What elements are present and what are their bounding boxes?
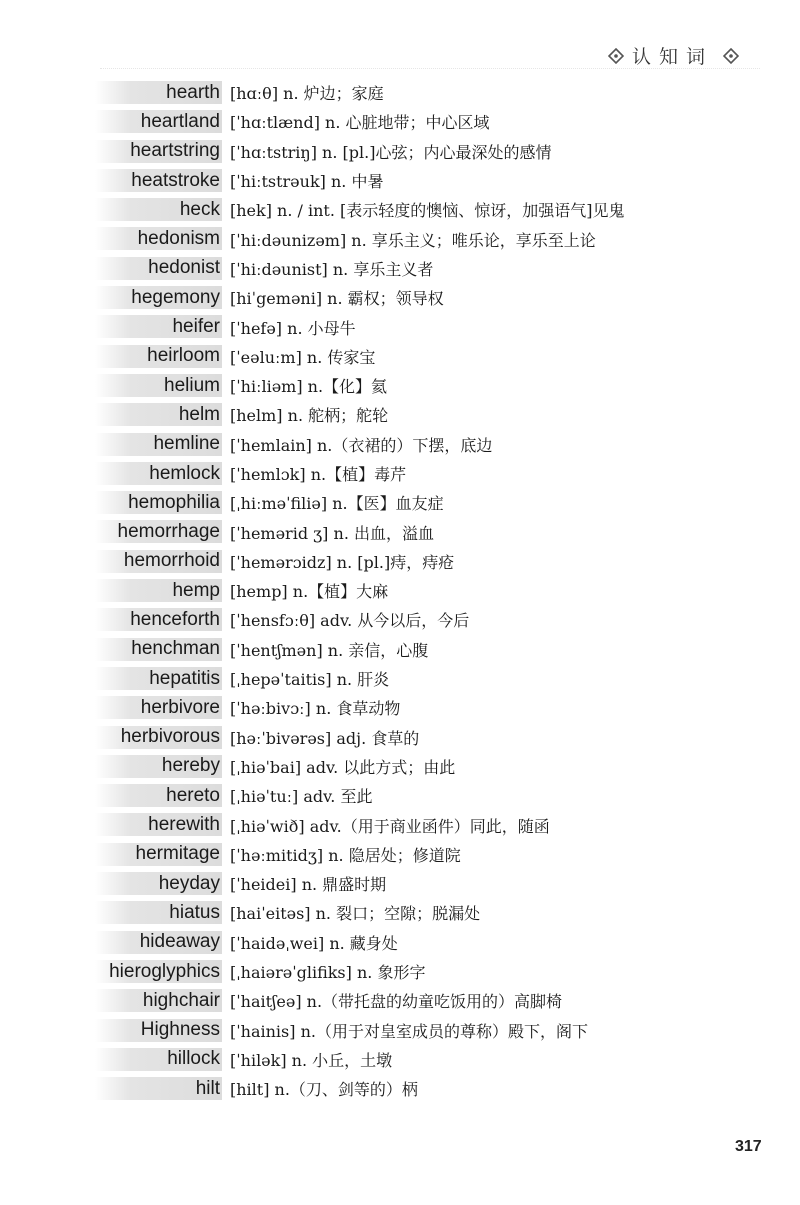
- headword: hegemony: [131, 286, 220, 308]
- list-item: [0, 371, 800, 400]
- headword: hillock: [167, 1048, 220, 1070]
- definition: [ˈeəluːm] n. 传家宝: [230, 347, 376, 367]
- definition: [ˌhiːməˈfiliə] n.【医】血友症: [230, 494, 444, 514]
- list-item: [0, 781, 800, 810]
- list-item: [0, 430, 800, 459]
- list-item: [0, 635, 800, 664]
- definition: [ˌhiəˈtuː] adv. 至此: [230, 787, 373, 807]
- list-item: [0, 986, 800, 1015]
- list-item: [0, 1016, 800, 1045]
- definition: [ˈhemərɔidz] n. [pl.]痔，痔疮: [230, 552, 455, 572]
- list-item: [0, 605, 800, 634]
- headword: Highness: [140, 1019, 220, 1041]
- list-item: [0, 224, 800, 253]
- headword: helium: [164, 374, 220, 396]
- definition: [ˈhentʃmən] n. 亲信，心腹: [230, 640, 429, 660]
- headword: highchair: [142, 989, 220, 1011]
- list-item: [0, 723, 800, 752]
- page-number: 317: [735, 1138, 762, 1155]
- definition: [ˈhaitʃeə] n.（带托盘的幼童吃饭用的）高脚椅: [230, 992, 563, 1012]
- list-item: [0, 166, 800, 195]
- headword: heartstring: [130, 140, 220, 162]
- definition: [ˈhefə] n. 小母牛: [230, 318, 356, 338]
- list-item: [0, 312, 800, 341]
- definition: [haiˈeitəs] n. 裂口；空隙；脱漏处: [230, 904, 481, 924]
- list-item: [0, 898, 800, 927]
- headword: henchman: [131, 638, 220, 660]
- definition: [ˌhiəˈwið] adv.（用于商业函件）同此，随函: [230, 816, 550, 836]
- list-item: [0, 1074, 800, 1103]
- list-item: [0, 107, 800, 136]
- list-item: [0, 254, 800, 283]
- entry-list: [0, 78, 800, 1103]
- section-title: 认知词: [632, 45, 714, 68]
- definition: [ˈhiːtstrəuk] n. 中暑: [230, 172, 384, 192]
- headword: herewith: [148, 814, 220, 836]
- headword: herbivorous: [120, 726, 220, 748]
- definition: [ˈhemlain] n.（衣裙的）下摆，底边: [230, 435, 493, 455]
- list-item: [0, 517, 800, 546]
- list-item: [0, 1045, 800, 1074]
- list-item: [0, 283, 800, 312]
- list-item: [0, 400, 800, 429]
- list-item: [0, 576, 800, 605]
- headword: hedonism: [137, 228, 220, 250]
- list-item: [0, 928, 800, 957]
- definition: [ˈhiːliəm] n.【化】氦: [230, 377, 388, 397]
- definition: [ˌhaiərəˈglifiks] n. 象形字: [230, 963, 426, 983]
- list-item: [0, 664, 800, 693]
- definition: [ˈhemərid ʒ] n. 出血，溢血: [230, 523, 434, 543]
- headword: heck: [179, 198, 220, 220]
- definition: [hek] n. / int. [表示轻度的懊恼、惊讶，加强语气]见鬼: [230, 201, 625, 221]
- headword: hemp: [172, 579, 220, 601]
- definition: [ˈheidei] n. 鼎盛时期: [230, 875, 387, 895]
- definition: [helm] n. 舵柄；舵轮: [230, 406, 389, 426]
- definition: [həːˈbivərəs] adj. 食草的: [230, 728, 420, 748]
- definition: [hɑːθ] n. 炉边；家庭: [230, 84, 384, 104]
- list-item: [0, 342, 800, 371]
- headword: heyday: [158, 872, 220, 894]
- header-divider: [100, 68, 760, 69]
- definition: [ˈhainis] n.（用于对皇室成员的尊称）殿下，阁下: [230, 1021, 588, 1041]
- definition: [ˈhəːmitidʒ] n. 隐居处；修道院: [230, 845, 461, 865]
- definition: [ˈhiːdəunist] n. 享乐主义者: [230, 259, 434, 279]
- definition: [ˈhiːdəunizəm] n. 享乐主义；唯乐论，享乐至上论: [230, 230, 596, 250]
- list-item: [0, 547, 800, 576]
- headword: hilt: [195, 1077, 220, 1099]
- list-item: [0, 840, 800, 869]
- definition: [hiˈgeməni] n. 霸权；领导权: [230, 289, 444, 309]
- headword: henceforth: [130, 608, 220, 630]
- headword: heatstroke: [131, 169, 220, 191]
- list-item: [0, 693, 800, 722]
- definition: [ˈhaidəˌwei] n. 藏身处: [230, 933, 398, 953]
- diamond-ornament-icon: [608, 48, 622, 62]
- definition: [ˌhepəˈtaitis] n. 肝炎: [230, 670, 390, 690]
- headword: hemlock: [149, 462, 220, 484]
- page-header: [608, 40, 768, 70]
- headword: hemline: [153, 433, 220, 455]
- headword: hemophilia: [128, 491, 220, 513]
- list-item: [0, 137, 800, 166]
- definition: [hilt] n.（刀、剑等的）柄: [230, 1080, 418, 1100]
- definition: [ˌhiəˈbai] adv. 以此方式；由此: [230, 757, 456, 777]
- definition: [ˈhəːbivɔː] n. 食草动物: [230, 699, 401, 719]
- definition: [ˈhensfɔːθ] adv. 从今以后，今后: [230, 611, 470, 631]
- headword: hideaway: [139, 931, 220, 953]
- definition: [ˈhɑːtstriŋ] n. [pl.]心弦；内心最深处的感情: [230, 142, 552, 162]
- headword: hereto: [166, 784, 220, 806]
- definition: [ˈhemlɔk] n.【植】毒芹: [230, 465, 407, 484]
- headword: hedonist: [148, 257, 220, 279]
- headword: herbivore: [140, 696, 220, 718]
- headword: hiatus: [169, 901, 220, 923]
- headword: hepatitis: [149, 667, 220, 689]
- list-item: [0, 195, 800, 224]
- headword: hemorrhoid: [123, 550, 220, 572]
- headword: hereby: [161, 755, 220, 777]
- headword: hearth: [166, 81, 220, 103]
- list-item: [0, 488, 800, 517]
- list-item: [0, 752, 800, 781]
- headword: hemorrhage: [117, 521, 220, 543]
- definition: [hemp] n.【植】大麻: [230, 582, 389, 602]
- definition: [ˈhɑːtlænd] n. 心脏地带；中心区域: [230, 113, 490, 133]
- headword: heartland: [140, 110, 220, 132]
- headword: hermitage: [135, 843, 220, 865]
- headword: heirloom: [147, 345, 220, 367]
- list-item: [0, 869, 800, 898]
- headword: helm: [178, 403, 220, 425]
- list-item: [0, 78, 800, 107]
- list-item: [0, 810, 800, 839]
- list-item: [0, 459, 800, 488]
- list-item: [0, 957, 800, 986]
- definition: [ˈhilək] n. 小丘，土墩: [230, 1050, 393, 1070]
- headword: heifer: [172, 316, 220, 338]
- diamond-ornament-icon: [723, 48, 737, 62]
- headword: hieroglyphics: [109, 960, 220, 982]
